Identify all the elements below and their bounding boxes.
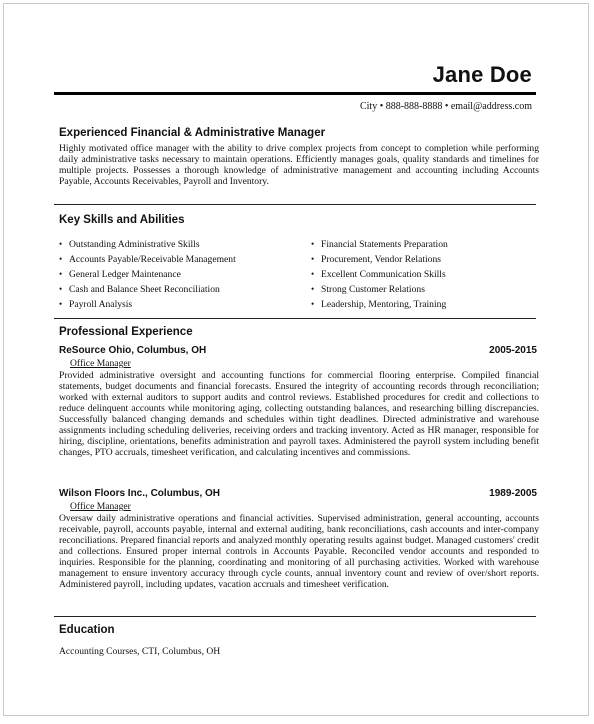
job-dates: 2005-2015 [489, 345, 537, 356]
bullet-icon: • [59, 254, 63, 264]
skill-item: • Procurement, Vendor Relations [311, 254, 441, 265]
bullet-icon: • [311, 269, 315, 279]
section-divider [54, 318, 536, 319]
bullet-icon: • [311, 299, 315, 309]
contact-line: City • 888-888-8888 • email@address.com [359, 101, 532, 112]
bullet-icon: • [311, 239, 315, 249]
job-dates: 1989-2005 [489, 488, 537, 499]
job-role: Office Manager [70, 358, 131, 369]
education-title: Education [59, 624, 115, 636]
header-divider [54, 92, 536, 95]
section-divider [54, 616, 536, 617]
skills-title: Key Skills and Abilities [59, 214, 185, 226]
skill-item: • Excellent Communication Skills [311, 269, 446, 280]
skill-item: • Strong Customer Relations [311, 284, 425, 295]
skill-item: • Leadership, Mentoring, Training [311, 299, 447, 310]
job-description: Oversaw daily administrative operations and financial activities. Supervised administration, general accounting, accounts receivable, payroll, accounts payable, internal and external auditing, bank reconciliations, cash accounts and inter-company reconciliations. Prepared financial reports and analyzed monthly operating results against budget. Managed customers' credit and collections. Ensured proper internal controls in Accounts Payable. Reconciled vendor accounts and responded to inquiries. Responsible for the planning, coordinating and monitoring of all purchasing activities. Worked with warehouse management to ensure inventory accuracy through cycle counts, annual inventory count and review of over/short reports. Administered payroll, including updates, vacation accruals and timesheet verification. [59, 513, 539, 590]
bullet-icon: • [311, 254, 315, 264]
education-line: Accounting Courses, CTI, Columbus, OH [59, 646, 221, 657]
skill-item: • General Ledger Maintenance [59, 269, 181, 280]
resume-name: Jane Doe [432, 62, 532, 87]
job-company: Wilson Floors Inc., Columbus, OH [59, 488, 221, 499]
resume-page [3, 3, 589, 716]
bullet-icon: • [311, 284, 315, 294]
skill-item: • Outstanding Administrative Skills [59, 239, 200, 250]
bullet-icon: • [59, 284, 63, 294]
experience-title: Professional Experience [59, 326, 193, 338]
skill-item: • Accounts Payable/Receivable Management [59, 254, 236, 265]
bullet-icon: • [59, 299, 63, 309]
bullet-icon: • [59, 269, 63, 279]
section-divider [54, 204, 536, 205]
job-role: Office Manager [70, 501, 131, 512]
job-header [59, 345, 537, 356]
job-description: Provided administrative oversight and accounting functions for commercial flooring enterprise. Compiled financial statements, budget documents and financial forecasts. Ensured the integrity of accounting records through reconciliation; worked with external auditors to support audits and control reviews. Established procedures for credit and collections to reduce delinquent accounts while monitoring aging, collecting outstanding balances, and researching billing discrepancies. Successfully balanced changing demands and schedules within tight deadlines. Directed administrative and warehouse assignments including scheduling deliveries, receiving orders and tracking inventory. Acted as HR manager, responsible for hiring, discipline, orientations, benefits administration and payroll taxes. Administered the payroll system including benefit changes, PTO accruals, timesheet verification, and calculating incentives and commissions. [59, 370, 539, 458]
summary-title: Experienced Financial & Administrative Manager [59, 127, 326, 139]
skill-item: • Payroll Analysis [59, 299, 133, 310]
summary-text: Highly motivated office manager with the ability to drive complex projects from concept to completion while performing daily administrative tasks necessary to maintain operations. Efficiently manages goals, quality standards and timelines for multiple projects. Possesses a thorough knowledge of administrative management and accounting including Accounts Payable, Accounts Receivables, Payroll and Inventory. [59, 143, 539, 187]
skills-list [59, 237, 539, 312]
skill-item: • Cash and Balance Sheet Reconciliation [59, 284, 220, 295]
skill-item: • Financial Statements Preparation [311, 239, 448, 250]
bullet-icon: • [59, 239, 63, 249]
job-company: ReSource Ohio, Columbus, OH [59, 345, 207, 356]
job-header [59, 488, 537, 499]
